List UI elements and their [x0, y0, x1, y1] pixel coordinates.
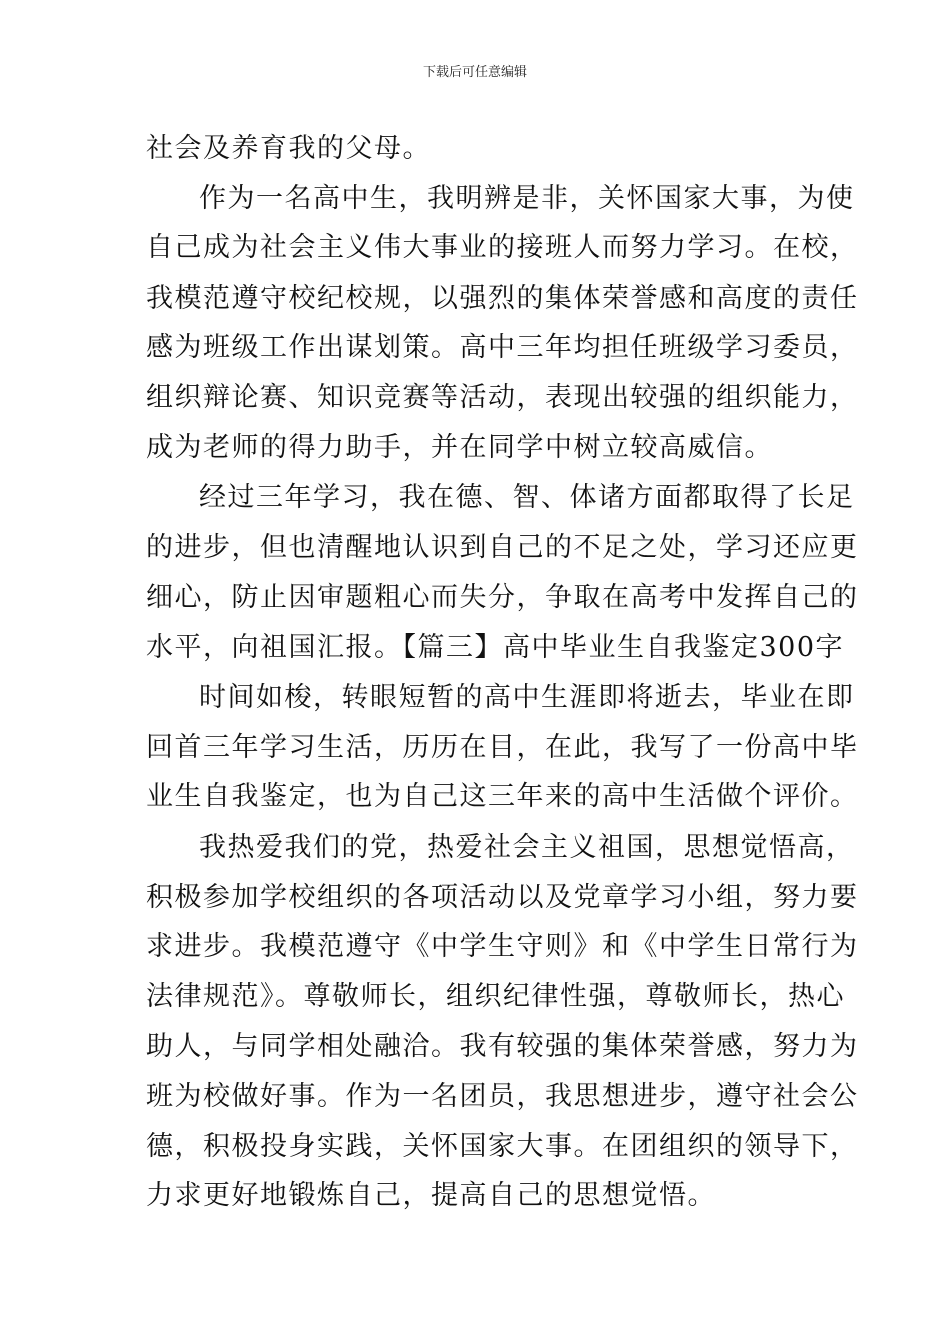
text-line-15: 我热爱我们的党，热爱社会主义祖国，思想觉悟高，: [199, 832, 855, 863]
text-line-16: 积极参加学校组织的各项活动以及党章学习小组，努力要: [146, 882, 859, 913]
text-line-11: 水平，向祖国汇报。【篇三】高中毕业生自我鉴定300字: [146, 632, 845, 663]
text-line-21: 德，积极投身实践，关怀国家大事。在团组织的领导下，: [146, 1131, 859, 1162]
text-line-22: 力求更好地锻炼自己，提高自己的思想觉悟。: [146, 1180, 716, 1211]
text-line-13: 回首三年学习生活，历历在目，在此，我写了一份高中毕: [146, 732, 859, 763]
text-line-3: 自己成为社会主义伟大事业的接班人而努力学习。在校，: [146, 232, 859, 263]
text-line-8: 经过三年学习，我在德、智、体诸方面都取得了长足: [199, 482, 855, 513]
text-line-9: 的进步，但也清醒地认识到自己的不足之处，学习还应更: [146, 532, 859, 563]
text-line-18: 法律规范》。尊敬师长，组织纪律性强，尊敬师长，热心: [146, 981, 845, 1012]
text-line-7: 成为老师的得力助手，并在同学中树立较高威信。: [146, 432, 773, 463]
text-line-5: 感为班级工作出谋划策。高中三年均担任班级学习委员，: [146, 332, 859, 363]
text-line-19: 助人，与同学相处融洽。我有较强的集体荣誉感，努力为: [146, 1031, 859, 1062]
text-line-4: 我模范遵守校纪校规，以强烈的集体荣誉感和高度的责任: [146, 283, 859, 314]
text-line-14: 业生自我鉴定，也为自己这三年来的高中生活做个评价。: [146, 781, 859, 812]
text-line-2: 作为一名高中生，我明辨是非，关怀国家大事，为使: [199, 183, 855, 214]
text-line-6: 组织辩论赛、知识竞赛等活动，表现出较强的组织能力，: [146, 382, 859, 413]
text-line-12: 时间如梭，转眼短暂的高中生涯即将逝去，毕业在即: [199, 682, 855, 713]
page-header: 下载后可任意编辑: [422, 65, 527, 80]
text-line-1: 社会及养育我的父母。: [146, 133, 431, 164]
text-line-20: 班为校做好事。作为一名团员，我思想进步，遵守社会公: [146, 1081, 859, 1112]
text-line-17: 求进步。我模范遵守《中学生守则》和《中学生日常行为: [146, 931, 859, 962]
text-line-10: 细心，防止因审题粗心而失分，争取在高考中发挥自己的: [146, 582, 859, 613]
